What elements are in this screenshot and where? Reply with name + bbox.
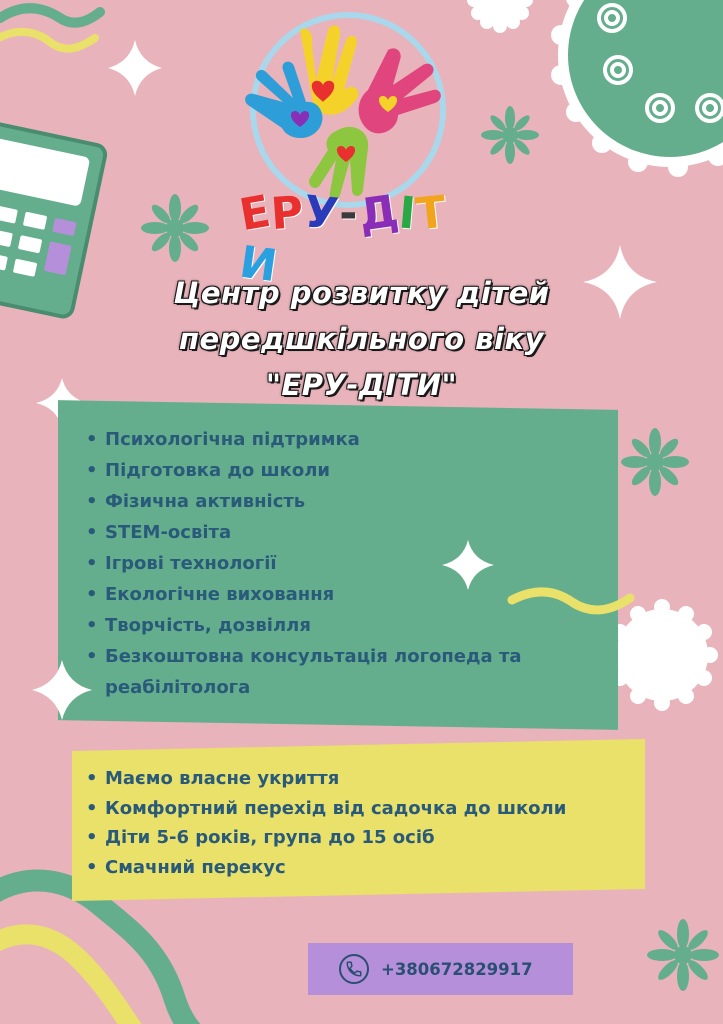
logo-letter: Е (235, 185, 276, 242)
white-flower (467, 0, 533, 33)
logo-hands-icon (228, 10, 468, 210)
green-flower-top (481, 106, 539, 164)
phone-number[interactable]: +380672829917 (381, 959, 533, 979)
logo-letter: І (396, 187, 419, 240)
wavy-line-yellow (0, 32, 95, 49)
services-list (86, 424, 606, 703)
logo-letter: И (236, 236, 282, 293)
wavy-line-yellow (0, 934, 140, 1024)
title-line-1: Центр розвитку дітей (173, 276, 550, 310)
feature-item: • Діти 5-6 років, група до 15 осіб (86, 823, 626, 853)
phone-contact[interactable] (308, 943, 573, 995)
service-item: • Психологічна підтримка (86, 424, 606, 455)
logo-letter: - (339, 188, 359, 239)
wavy-line-green (0, 8, 100, 22)
green-scalloped-circle (551, 0, 723, 177)
logo-letter: Т (413, 186, 450, 241)
service-item: • Фізична активність (86, 486, 606, 517)
features-list (86, 764, 626, 882)
service-item: • Підготовка до школи (86, 455, 606, 486)
white-flower (606, 599, 718, 711)
service-item: • Ігрові технології (86, 548, 606, 579)
feature-item: • Маємо власне укриття (86, 764, 626, 794)
logo-letter: Р (269, 186, 307, 241)
logo-letter: Д (355, 185, 403, 242)
title-line-2: передшкільного віку (178, 322, 545, 356)
page-title (60, 270, 663, 408)
feature-item: • Комфортний перехід від садочка до школи (86, 794, 626, 824)
service-item: • Творчість, дозвілля (86, 610, 606, 641)
sparkle-star (108, 40, 162, 96)
green-flower-left (141, 194, 209, 262)
logo-text (235, 185, 455, 293)
green-flower-right (621, 428, 689, 496)
title-line-3: "ЕРУ-ДІТИ" (265, 368, 458, 402)
phone-icon (339, 954, 369, 984)
logo-letter: У (301, 186, 342, 241)
feature-item: • Смачний перекус (86, 853, 626, 883)
service-item: • STEM-освіта (86, 517, 606, 548)
service-item: • Безкоштовна консультація логопеда та реабілітолога (86, 641, 606, 703)
green-flower-bottom (647, 919, 719, 991)
service-item: • Екологічне виховання (86, 579, 606, 610)
